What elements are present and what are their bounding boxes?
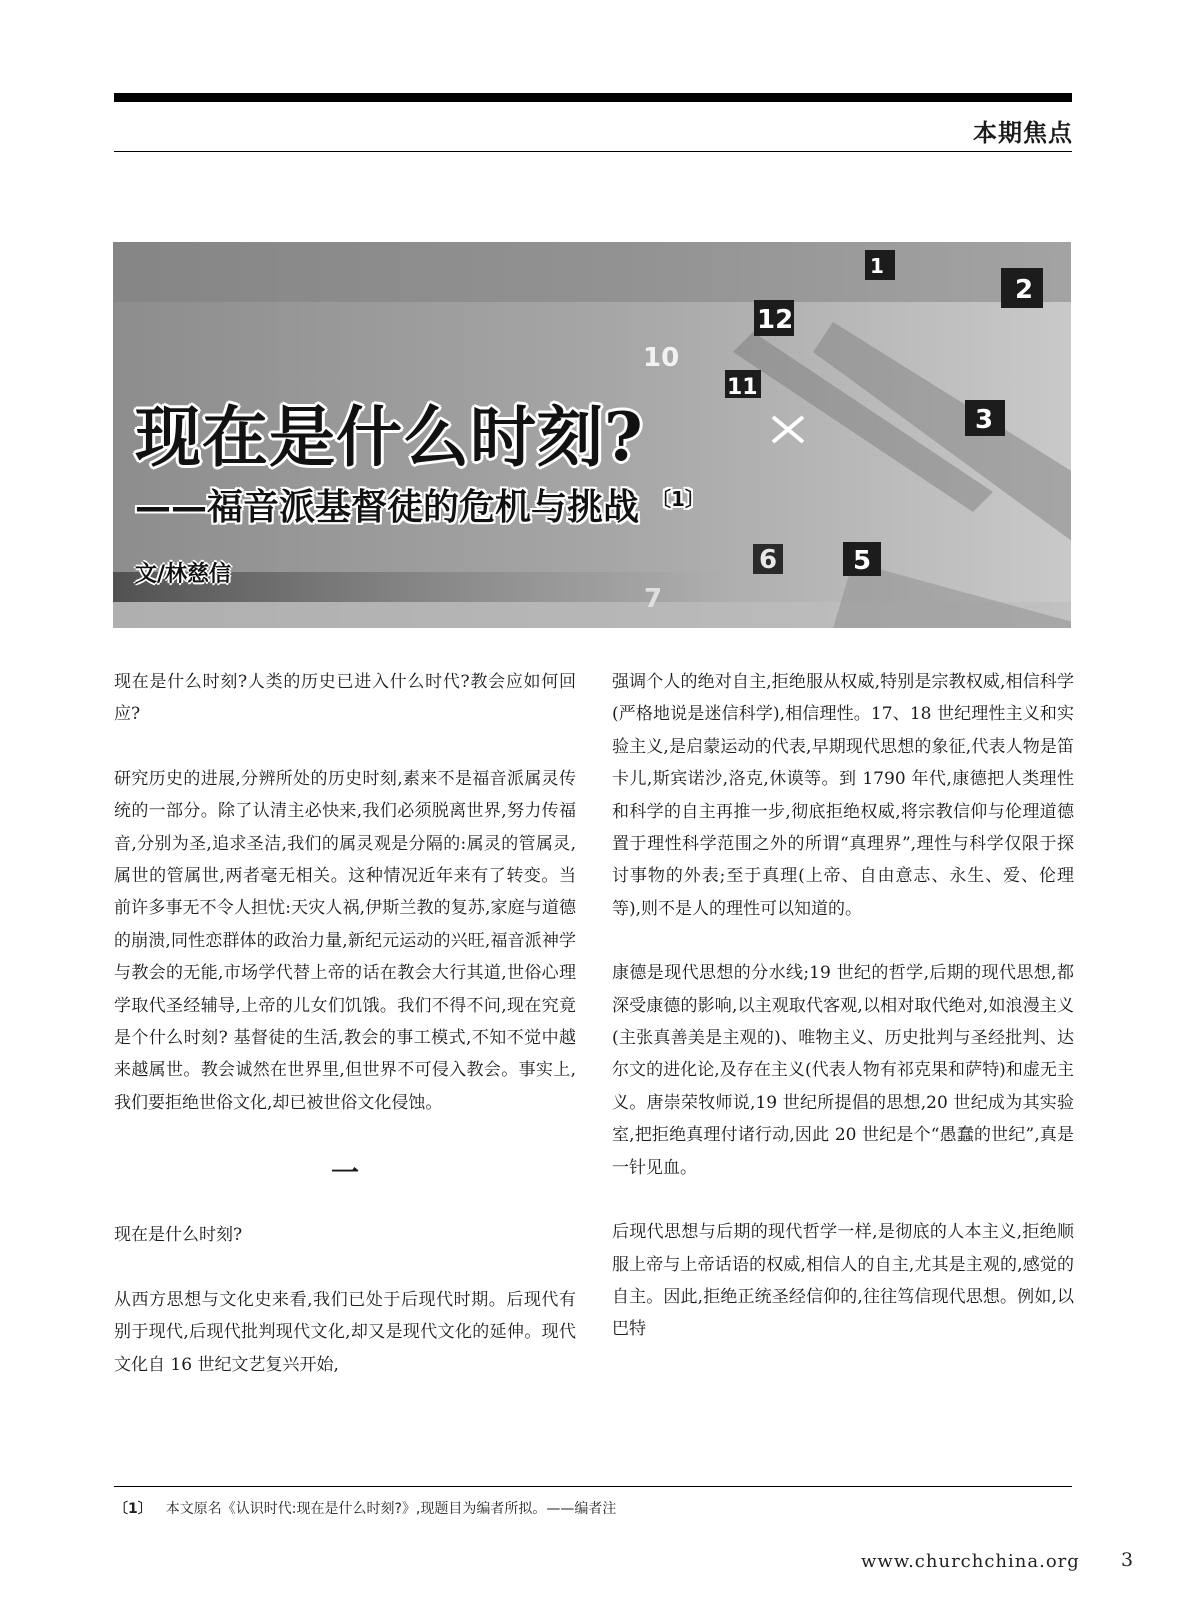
subtitle-text: ——福音派基督徒的危机与挑战 <box>135 487 640 528</box>
footnote-divider <box>114 1486 1072 1487</box>
clock-numeral-3: 3 <box>975 405 994 435</box>
paragraph: 后现代思想与后期的现代哲学一样,是彻底的人本主义,拒绝顺服上帝与上帝话语的权威,相信人的自主,尤其是主观的,感觉的自主。因此,拒绝正统圣经信仰的,往往笃信现代思想。例如,以巴特 <box>612 1222 1074 1340</box>
page-number: 3 <box>1121 1549 1134 1571</box>
clock-numeral-10: 10 <box>643 343 680 373</box>
section-label: 本期焦点 <box>973 119 1073 147</box>
paragraph: 现在是什么时刻? <box>114 1225 243 1246</box>
clock-numeral-11: 11 <box>727 375 758 400</box>
right-column <box>612 666 1074 1346</box>
footnote <box>114 1498 616 1518</box>
clock-numeral-1: 1 <box>870 254 884 278</box>
paragraph: 从西方思想与文化史来看,我们已处于后现代时期。后现代有别于现代,后现代批判现代文化,却又是现代文化的延伸。现代文化自 16 世纪文艺复兴开始, <box>114 1289 576 1375</box>
article-title: 现在是什么时刻? <box>135 398 644 476</box>
section-heading: 一 <box>330 1156 359 1190</box>
clock-numeral-2: 2 <box>1015 275 1034 305</box>
header-divider <box>114 151 1072 152</box>
banner-image <box>113 242 1071 628</box>
paragraph: 康德是现代思想的分水线;19 世纪的哲学,后期的现代思想,都深受康德的影响,以主观取代客观,以相对取代绝对,如浪漫主义(主张真善美是主观的)、唯物主义、历史批判与圣经批判、达尔文的进化论,及存在主义(代表人物有祁克果和萨特)和虚无主义。唐崇荣牧师说,19 世纪所提倡的思想,20 世纪成为其实验室,把拒绝真理付诸行动,因此 20 世纪是个“愚蠢的世纪”,真是一针见血。 <box>612 963 1074 1178</box>
top-rule <box>114 93 1072 102</box>
clock-numeral-6: 6 <box>759 545 778 575</box>
clock-numeral-7: 7 <box>644 584 663 614</box>
footnote-mark: 〔1〕 <box>114 1501 152 1517</box>
author-byline: 文/林慈信 <box>135 562 232 587</box>
left-column <box>114 666 576 1381</box>
footnote-ref[interactable]: 〔1〕 <box>651 487 705 511</box>
clock-numeral-5: 5 <box>853 546 872 576</box>
clock-numeral-12: 12 <box>757 305 794 335</box>
paragraph: 研究历史的进展,分辨所处的历史时刻,素来不是福音派属灵传统的一部分。除了认清主必快来,我们必须脱离世界,努力传福音,分别为圣,追求圣洁,我们的属灵观是分隔的:属灵的管属灵,属世的管属世,两者毫无相关。这种情况近年来有了转变。当前许多事无不令人担忧:天灾人祸,伊斯兰教的复苏,家庭与道德的崩溃,同性恋群体的政治力量,新纪元运动的兴旺,福音派神学与教会的无能,市场学代替上帝的话在教会大行其道,世俗心理学取代圣经辅导,上帝的儿女们饥饿。我们不得不问,现在究竟是个什么时刻? 基督徒的生活,教会的事工模式,不知不觉中越来越属世。教会诚然在世界里,但世界不可侵入教会。事实上,我们要拒绝世俗文化,却已被世俗文化侵蚀。 <box>114 768 576 1113</box>
website-url[interactable]: www.churchchina.org <box>861 1551 1080 1572</box>
footnote-text: 本文原名《认识时代:现在是什么时刻?》,现题目为编者所拟。——编者注 <box>165 1501 617 1517</box>
paragraph: 强调个人的绝对自主,拒绝服从权威,特别是宗教权威,相信科学(严格地说是迷信科学),相信理性。17、18 世纪理性主义和实验主义,是启蒙运动的代表,早期现代思想的象征,代表人物是笛卡儿,斯宾诺沙,洛克,休谟等。到 1790 年代,康德把人类理性和科学的自主再推一步,彻底拒绝权威,将宗教信仰与伦理道德置于理性科学范围之外的所谓“真理界”,理性与科学仅限于探讨事物的外表;至于真理(上帝、自由意志、永生、爱、伦理等),则不是人的理性可以知道的。 <box>612 672 1074 919</box>
paragraph: 现在是什么时刻?人类的历史已进入什么时代?教会应如何回应? <box>114 672 576 725</box>
article-subtitle <box>135 479 705 530</box>
